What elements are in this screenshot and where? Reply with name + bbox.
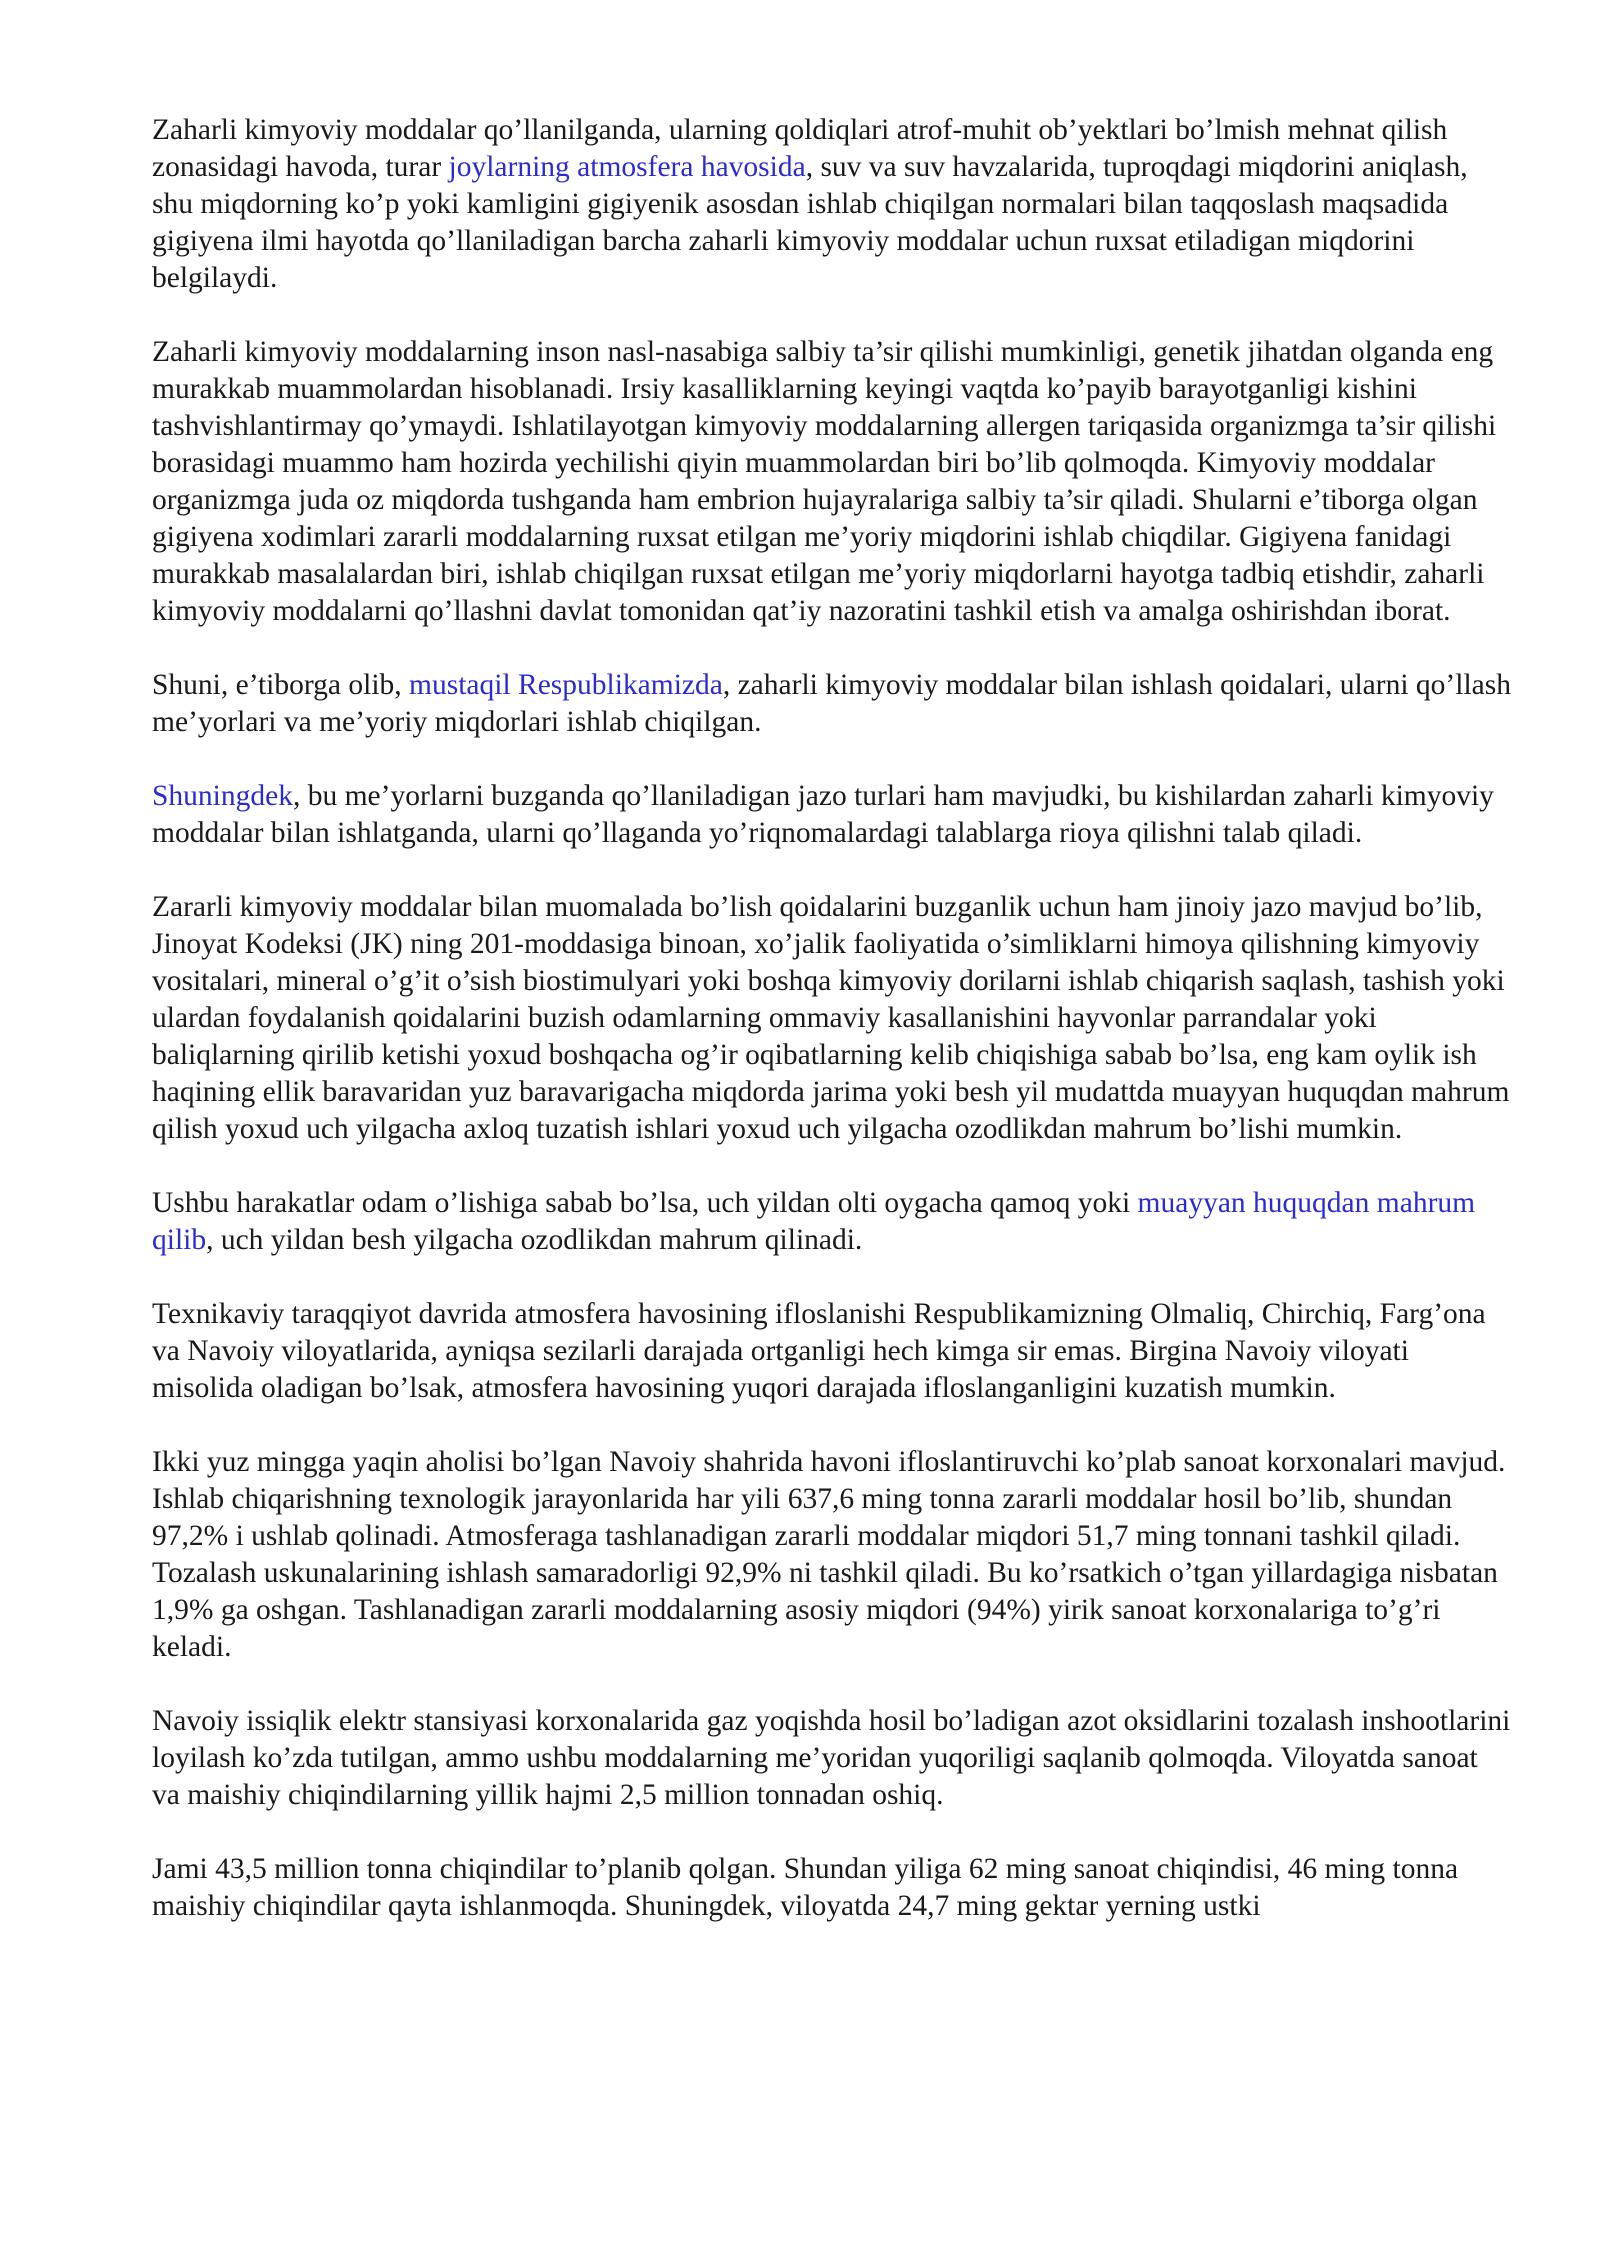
document-page xyxy=(152,112,1512,1962)
text-run: , bu me’yorlarni buzganda qo’llaniladigan jazo turlari ham mavjudki, bu kishilardan zaharli kimyoviy moddalar bilan ishlatganda, ularni qo’llaganda yo’riqnomalardagi talablarga rioya qilishni talab qiladi. xyxy=(152,780,1494,849)
hyperlink-shuningdek[interactable]: Shuningdek xyxy=(152,780,293,812)
paragraph xyxy=(152,778,1512,852)
text-run: Zaharli kimyoviy moddalar qo’llanilganda, ularning qoldiqlari atrof-muhit ob’yektlari bo’lmish mehnat qilish zonasidagi havoda, turar xyxy=(152,114,1448,183)
hyperlink-mustaqil-respublikamizda[interactable]: mustaqil Respublikamizda xyxy=(409,669,723,701)
hyperlink-joylarning-atmosfera-havosida[interactable]: joylarning atmosfera havosida xyxy=(448,151,806,183)
text-run: Zararli kimyoviy moddalar bilan muomalada bo’lish qoidalarini buzganlik uchun ham jinoiy jazo mavjud bo’lib, Jinoyat Kodeksi (JK) ning 201-moddasiga binoan, xo’jalik faoliyatida o’simliklarni himoya qilishning kimyoviy vositalari, mineral o’g’it o’sish biostimulyari yoki boshqa kimyoviy dorilarni ishlab chiqarish saqlash, tashish yoki ulardan foydalanish qoidalarini buzish odamlarning ommaviy kasallanishini hayvonlar parrandalar yoki baliqlarning qirilib ketishi yoxud boshqacha og’ir oqibatlarning kelib chiqishiga sabab bo’lsa, eng kam oylik ish haqining ellik baravaridan yuz baravarigacha miqdorda jarima yoki besh yil mudattda muayyan huquqdan mahrum qilish yoxud uch yilgacha axloq tuzatish ishlari yoxud uch yilgacha ozodlikdan mahrum bo’lishi mumkin. xyxy=(152,891,1510,1145)
text-run: Ikki yuz mingga yaqin aholisi bo’lgan Navoiy shahrida havoni ifloslantiruvchi ko’plab sanoat korxonalari mavjud. Ishlab chiqarishning texnologik jarayonlarida har yili 637,6 ming tonna zararli moddalar hosil bo’lib, shundan 97,2% i ushlab qolinadi. Atmosferaga tashlanadigan zararli moddalar miqdori 51,7 ming tonnani tashkil qiladi. Tozalash uskunalarining ishlash samaradorligi 92,9% ni tashkil qiladi. Bu ko’rsatkich o’tgan yillardagiga nisbatan 1,9% ga oshgan. Tashlanadigan zararli moddalarning asosiy miqdori (94%) yirik sanoat korxonalariga to’g’ri keladi. xyxy=(152,1446,1506,1663)
paragraph xyxy=(152,1703,1512,1814)
text-run: Ushbu harakatlar odam o’lishiga sabab bo’lsa, uch yildan olti oygacha qamoq yoki xyxy=(152,1187,1138,1219)
text-run: , uch yildan besh yilgacha ozodlikdan mahrum qilinadi. xyxy=(206,1224,863,1256)
paragraph xyxy=(152,667,1512,741)
text-run: , zaharli kimyoviy moddalar bilan ishlash qoidalari, ularni qo’llash me’yorlari va me’yoriy miqdorlari ishlab chiqilgan. xyxy=(152,669,1511,738)
paragraph xyxy=(152,889,1512,1148)
hyperlink-muayyan-huquqdan-mahrum-qilib[interactable]: muayyan huquqdan mahrum qilib xyxy=(152,1187,1476,1256)
text-run: Zaharli kimyoviy moddalarning inson nasl-nasabiga salbiy ta’sir qilishi mumkinligi, genetik jihatdan olganda eng murakkab muammolardan hisoblanadi. Irsiy kasalliklarning keyingi vaqtda ko’payib barayotganligi kishini tashvishlantirmay qo’ymaydi. Ishlatilayotgan kimyoviy moddalarning allergen tariqasida organizmga ta’sir qilishi borasidagi muammo ham hozirda yechilishi qiyin muammolardan biri bo’lib qolmoqda. Kimyoviy moddalar organizmga juda oz miqdorda tushganda ham embrion hujayralariga salbiy ta’sir qiladi. Shularni e’tiborga olgan gigiyena xodimlari zararli moddalarning ruxsat etilgan me’yoriy miqdorini ishlab chiqdilar. Gigiyena fanidagi murakkab masalalardan biri, ishlab chiqilgan ruxsat etilgan me’yoriy miqdorlarni hayotga tadbiq etishdir, zaharli kimyoviy moddalarni qo’llashni davlat tomonidan qat’iy nazoratini tashkil etish va amalga oshirishdan iborat. xyxy=(152,336,1497,627)
paragraph xyxy=(152,1444,1512,1666)
text-run: Shuni, e’tiborga olib, xyxy=(152,669,410,701)
text-run: Texnikaviy taraqqiyot davrida atmosfera havosining ifloslanishi Respublikamizning Olmaliq, Chirchiq, Farg’ona va Navoiy viloyatlarida, ayniqsa sezilarli darajada ortganligi hech kimga sir emas. Birgina Navoiy viloyati misolida oladigan bo’lsak, atmosfera havosining yuqori darajada ifloslanganligini kuzatish mumkin. xyxy=(152,1298,1486,1404)
paragraph xyxy=(152,112,1512,297)
paragraph xyxy=(152,1185,1512,1259)
text-run: Navoiy issiqlik elektr stansiyasi korxonalarida gaz yoqishda hosil bo’ladigan azot oksidlarini tozalash inshootlarini loyilash ko’zda tutilgan, ammo ushbu moddalarning me’yoridan yuqoriligi saqlanib qolmoqda. Viloyatda sanoat va maishiy chiqindilarning yillik hajmi 2,5 million tonnadan oshiq. xyxy=(152,1705,1511,1811)
paragraph xyxy=(152,1851,1512,1925)
paragraph xyxy=(152,1296,1512,1407)
text-run: Jami 43,5 million tonna chiqindilar to’planib qolgan. Shundan yiliga 62 ming sanoat chiqindisi, 46 ming tonna maishiy chiqindilar qayta ishlanmoqda. Shuningdek, viloyatda 24,7 ming gektar yerning ustki xyxy=(152,1853,1459,1922)
paragraph xyxy=(152,334,1512,630)
text-run: , suv va suv havzalarida, tuproqdagi miqdorini aniqlash, shu miqdorning ko’p yoki kamligini gigiyenik asosdan ishlab chiqilgan normalari bilan taqqoslash maqsadida gigiyena ilmi hayotda qo’llaniladigan barcha zaharli kimyoviy moddalar uchun ruxsat etiladigan miqdorini belgilaydi. xyxy=(152,151,1468,294)
